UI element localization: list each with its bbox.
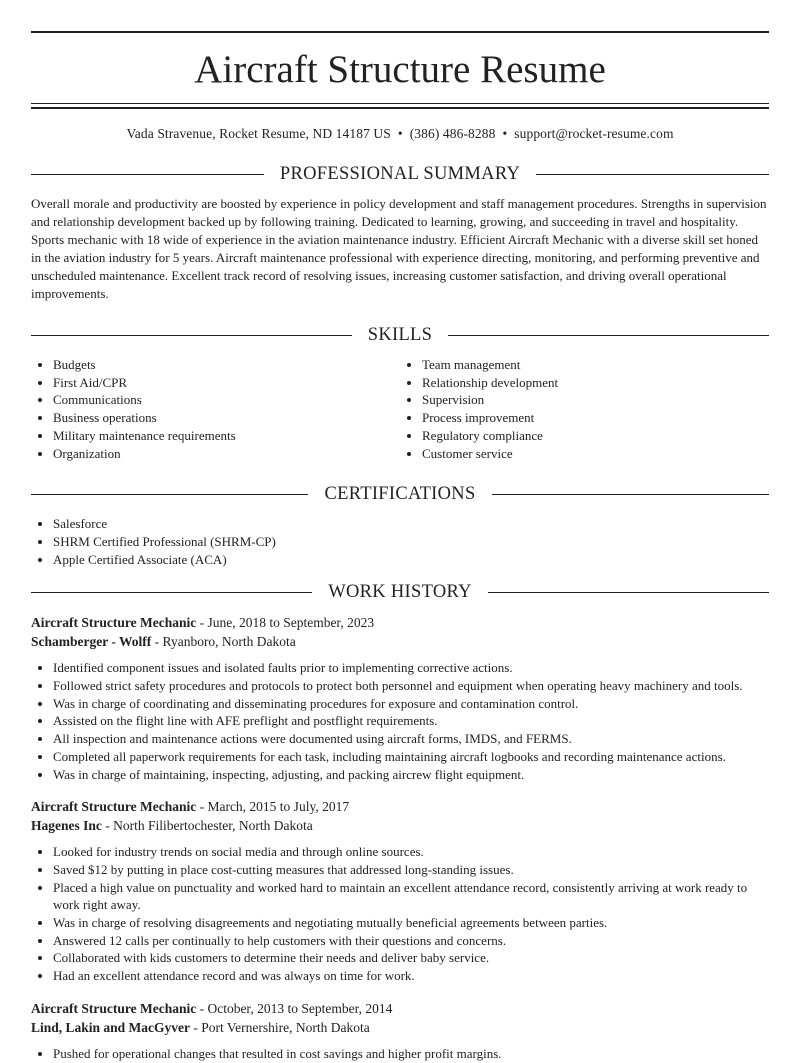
certifications-heading: CERTIFICATIONS (324, 484, 476, 505)
divider (488, 592, 769, 593)
job-bullet: • Collaborated with kids customers to determine their needs and deliver baby service. (53, 949, 769, 967)
certification-item: • Apple Certified Associate (ACA) (53, 551, 769, 569)
job-dates: March, 2015 to July, 2017 (207, 799, 350, 815)
job-dates: October, 2013 to September, 2014 (207, 1000, 393, 1016)
job-title: Aircraft Structure Mechanic (31, 615, 197, 631)
certification-item: • SHRM Certified Professional (SHRM-CP) (53, 533, 769, 551)
certifications-section-header (31, 484, 769, 505)
job-company-line: Hagenes Inc - North Filibertochester, North Dakota (31, 818, 313, 834)
title-double-rule (31, 103, 769, 109)
skills-section-header (31, 325, 769, 346)
job-entry (31, 999, 769, 1063)
skill-item: • Process improvement (422, 409, 769, 427)
job-bullet: • Was in charge of maintaining, inspecting, adjusting, and packing aircrew flight equipment. (53, 766, 769, 784)
job-title-line: Aircraft Structure Mechanic - March, 2015 to July, 2017 (31, 799, 350, 815)
certifications-list (31, 515, 769, 568)
divider (448, 335, 769, 336)
job-location: Port Vernershire, North Dakota (201, 1019, 370, 1035)
divider (492, 494, 769, 495)
job-bullet: • All inspection and maintenance actions were documented using aircraft forms, IMDS, and FERMS. (53, 730, 769, 748)
resume-page (31, 0, 769, 1063)
contact-address: Vada Stravenue, Rocket Resume, ND 14187 US (126, 126, 391, 141)
contact-phone: (386) 486-8288 (409, 126, 496, 141)
job-company: Schamberger - Wolff (31, 634, 152, 650)
job-bullet: • Placed a high value on punctuality and worked hard to maintain an excellent attendance record, consistently arriving at work ready to work right away. (53, 879, 769, 914)
job-bullet: • Pushed for operational changes that resulted in cost savings and higher profit margins. (53, 1045, 769, 1063)
skill-item: • Customer service (422, 445, 769, 463)
work-history-heading: WORK HISTORY (328, 582, 472, 603)
divider (31, 494, 308, 495)
skill-item: • Business operations (53, 409, 400, 427)
job-bullet: • Identified component issues and isolated faults prior to implementing corrective actions. (53, 659, 769, 677)
job-company: Hagenes Inc (31, 818, 102, 834)
job-location: North Filibertochester, North Dakota (113, 818, 313, 834)
job-bullet: • Saved $12 by putting in place cost-cutting measures that addressed long-standing issues. (53, 861, 769, 879)
skills-heading: SKILLS (367, 325, 433, 345)
job-bullet: • Answered 12 calls per continually to help customers with their questions and concerns. (53, 932, 769, 950)
divider (31, 592, 312, 593)
job-bullets (31, 1045, 769, 1063)
skill-item: • Supervision (422, 391, 769, 409)
job-bullet: • Was in charge of resolving disagreements and negotiating mutually beneficial agreements between parties. (53, 914, 769, 932)
divider (31, 174, 264, 175)
job-entry (31, 613, 769, 783)
skill-item: • Relationship development (422, 374, 769, 392)
summary-text: Overall morale and productivity are boosted by experience in policy development and staff management procedures. Strengths in supervision and relationship development backed up by following training. Dedicated to learning, growing, and succeeding in travel and hospitality. Sports mechanic with 18 wide of experience in the aviation maintenance industry. Efficient Aircraft Mechanic with a diverse skill set honed in the aviation industry for 5 years. Aircraft maintenance professional with experience directing, monitoring, and performing preventive and unscheduled maintenance. Excellent track record of resolving issues, increasing customer satisfaction, and driving overall operational improvements. (31, 196, 767, 301)
job-location: Ryanboro, North Dakota (162, 634, 296, 650)
work-history-section-header (31, 582, 769, 603)
job-bullet: • Completed all paperwork requirements for each task, including maintaining aircraft logbooks and recording maintenance actions. (53, 748, 769, 766)
job-title: Aircraft Structure Mechanic (31, 1000, 197, 1016)
contact-email: support@rocket-resume.com (514, 126, 674, 141)
job-bullet: • Assisted on the flight line with AFE preflight and postflight requirements. (53, 712, 769, 730)
job-bullet: • Had an excellent attendance record and was always on time for work. (53, 967, 769, 985)
job-company: Lind, Lakin and MacGyver (31, 1019, 191, 1035)
job-title-line: Aircraft Structure Mechanic - October, 2013 to September, 2014 (31, 1000, 393, 1016)
job-entry (31, 797, 769, 985)
job-bullet: • Was in charge of coordinating and disseminating procedures for exposure and contamination control. (53, 695, 769, 713)
skill-item: • Military maintenance requirements (53, 427, 400, 445)
job-bullet: • Looked for industry trends on social media and through online sources. (53, 843, 769, 861)
skill-item: • Regulatory compliance (422, 427, 769, 445)
skill-item: • Organization (53, 445, 400, 463)
skill-item: • Budgets (53, 356, 400, 374)
skill-item: • First Aid/CPR (53, 374, 400, 392)
certification-item: • Salesforce (53, 515, 769, 533)
job-bullets (31, 659, 769, 783)
skill-item: • Communications (53, 391, 400, 409)
resume-title: Aircraft Structure Resume (194, 48, 606, 91)
job-bullet: • Followed strict safety procedures and protocols to protect both personnel and equipment when operating heavy machinery and tools. (53, 677, 769, 695)
job-company-line: Lind, Lakin and MacGyver - Port Vernershire, North Dakota (31, 1019, 370, 1035)
divider (31, 335, 352, 336)
contact-separator: • (502, 126, 508, 141)
top-rule (31, 31, 769, 33)
contact-line (31, 126, 769, 142)
skills-columns (31, 356, 769, 462)
skills-list-right (400, 356, 769, 462)
job-title-line: Aircraft Structure Mechanic - June, 2018 to September, 2023 (31, 615, 375, 631)
summary-section-header (31, 164, 769, 185)
job-dates: June, 2018 to September, 2023 (207, 615, 375, 631)
job-title: Aircraft Structure Mechanic (31, 799, 197, 815)
contact-separator: • (397, 126, 403, 141)
skills-list-left (31, 356, 400, 462)
skill-item: • Team management (422, 356, 769, 374)
job-bullets (31, 843, 769, 985)
job-company-line: Schamberger - Wolff - Ryanboro, North Dakota (31, 634, 296, 650)
divider (536, 174, 769, 175)
summary-heading: PROFESSIONAL SUMMARY (279, 164, 521, 184)
